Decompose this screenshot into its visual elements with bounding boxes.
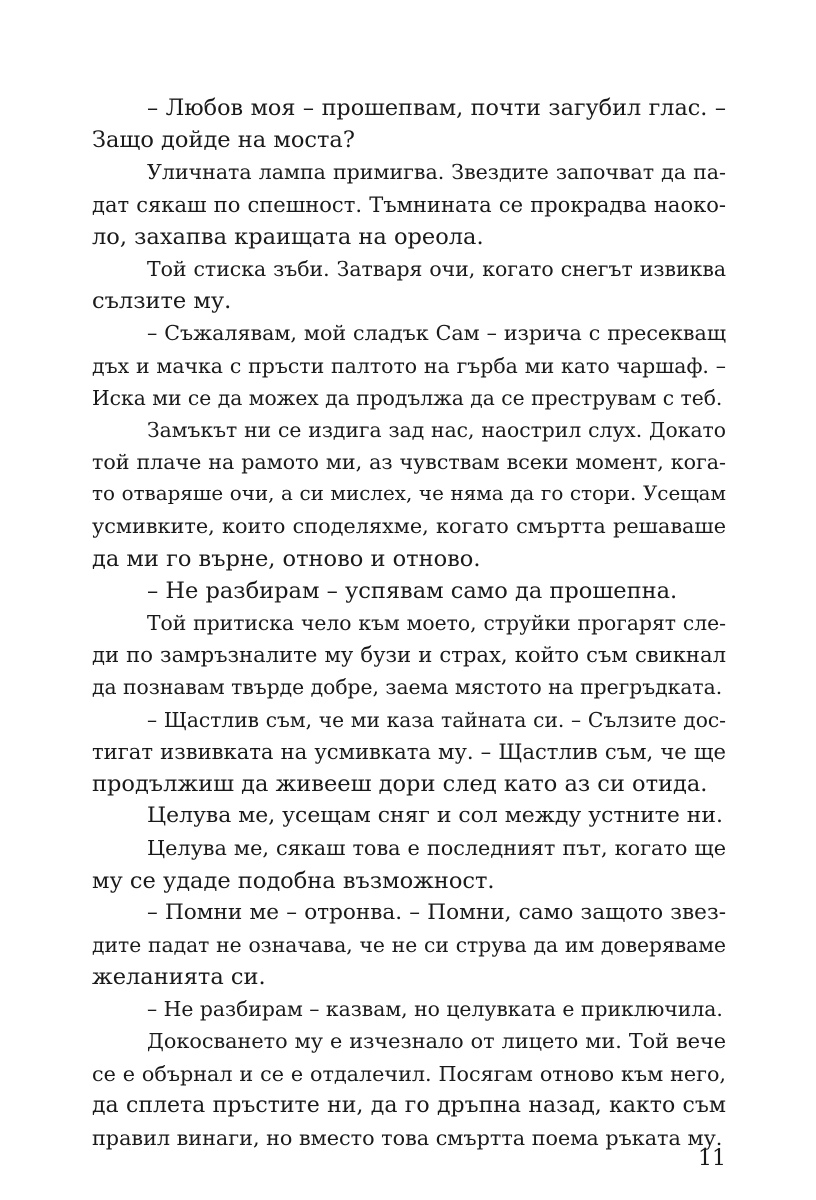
text-line: то отваряше очи, а си мислех, че няма да го стори. Усещам — [92, 482, 726, 506]
text-line: – Съжалявам, мой сладък Сам – изрича с пресекващ — [147, 321, 726, 346]
text-line: – Не разбирам – успявам само да прошепна. — [147, 577, 678, 604]
text-line: продължиш да живееш дори след като аз си отида. — [92, 770, 708, 797]
text-line: Целува ме, сякаш това е последният път, когато ще — [147, 836, 726, 861]
text-line: правил винаги, но вместо това смъртта поема ръката му. — [92, 1126, 723, 1150]
text-line: да ми го върне, отново и отново. — [92, 545, 481, 572]
text-line: да сплета пръстите ни, да го дръпна назад, както съм — [92, 1092, 726, 1118]
text-line: Иска ми се да можех да продължа да се преструвам с теб. — [92, 385, 723, 410]
text-line: – Щастлив съм, че ми каза тайната си. – Сълзите дос- — [147, 707, 726, 732]
text-line: Целува ме, усещам сняг и сол между устните ни. — [147, 803, 723, 829]
text-line: дъх и мачка с пръсти палтото на гърба ми като чаршаф. – — [92, 353, 726, 378]
text-line: ди по замръзналите му бузи и страх, който съм свикнал — [92, 642, 726, 668]
text-line: Уличната лампа примигва. Звездите започват да па- — [147, 160, 726, 185]
text-line: – Любов моя – прошепвам, почти загубил глас. – — [147, 95, 726, 121]
text-line: ло, захапва краищата на ореола. — [92, 223, 484, 250]
body-text — [92, 92, 726, 1154]
text-line: Замъкът ни се издига зад нас, наострил слух. Докато — [147, 417, 726, 442]
text-line: се е обърнал и се е отдалечил. Посягам отново към него, — [92, 1061, 726, 1086]
text-line: сълзите му. — [92, 288, 232, 315]
text-line: желанията си. — [92, 964, 266, 991]
text-line: му се удаде подобна възможност. — [92, 867, 495, 894]
text-line: – Помни ме – отронва. – Помни, само защото звез- — [147, 899, 726, 925]
text-line: Той стиска зъби. Затваря очи, когато снегът извиква — [147, 256, 726, 281]
text-line: дите падат не означава, че не си струва да им доверяваме — [92, 932, 726, 957]
text-line: дат сякаш по спешност. Тъмнината се прокрадва наоко- — [92, 191, 726, 217]
text-line: Докосването му е изчезнало от лицето ми. Той вече — [147, 1029, 726, 1054]
text-line: да познавам твърде добре, заема мястото на прегръдката. — [92, 675, 723, 700]
text-line: – Не разбирам – казвам, но целувката е приключила. — [147, 997, 723, 1022]
text-line: усмивките, които споделяхме, когато смъртта решаваше — [92, 514, 726, 539]
page-number: 11 — [698, 1146, 726, 1171]
text-line: той плаче на рамото ми, аз чувствам всеки момент, кога- — [92, 450, 726, 475]
text-line: тигат извивката на усмивката му. – Щастлив съм, че ще — [92, 738, 726, 764]
text-line: Защо дойде на моста? — [92, 127, 355, 154]
text-line: Той притиска чело към моето, струйки прогарят сле- — [147, 611, 726, 635]
